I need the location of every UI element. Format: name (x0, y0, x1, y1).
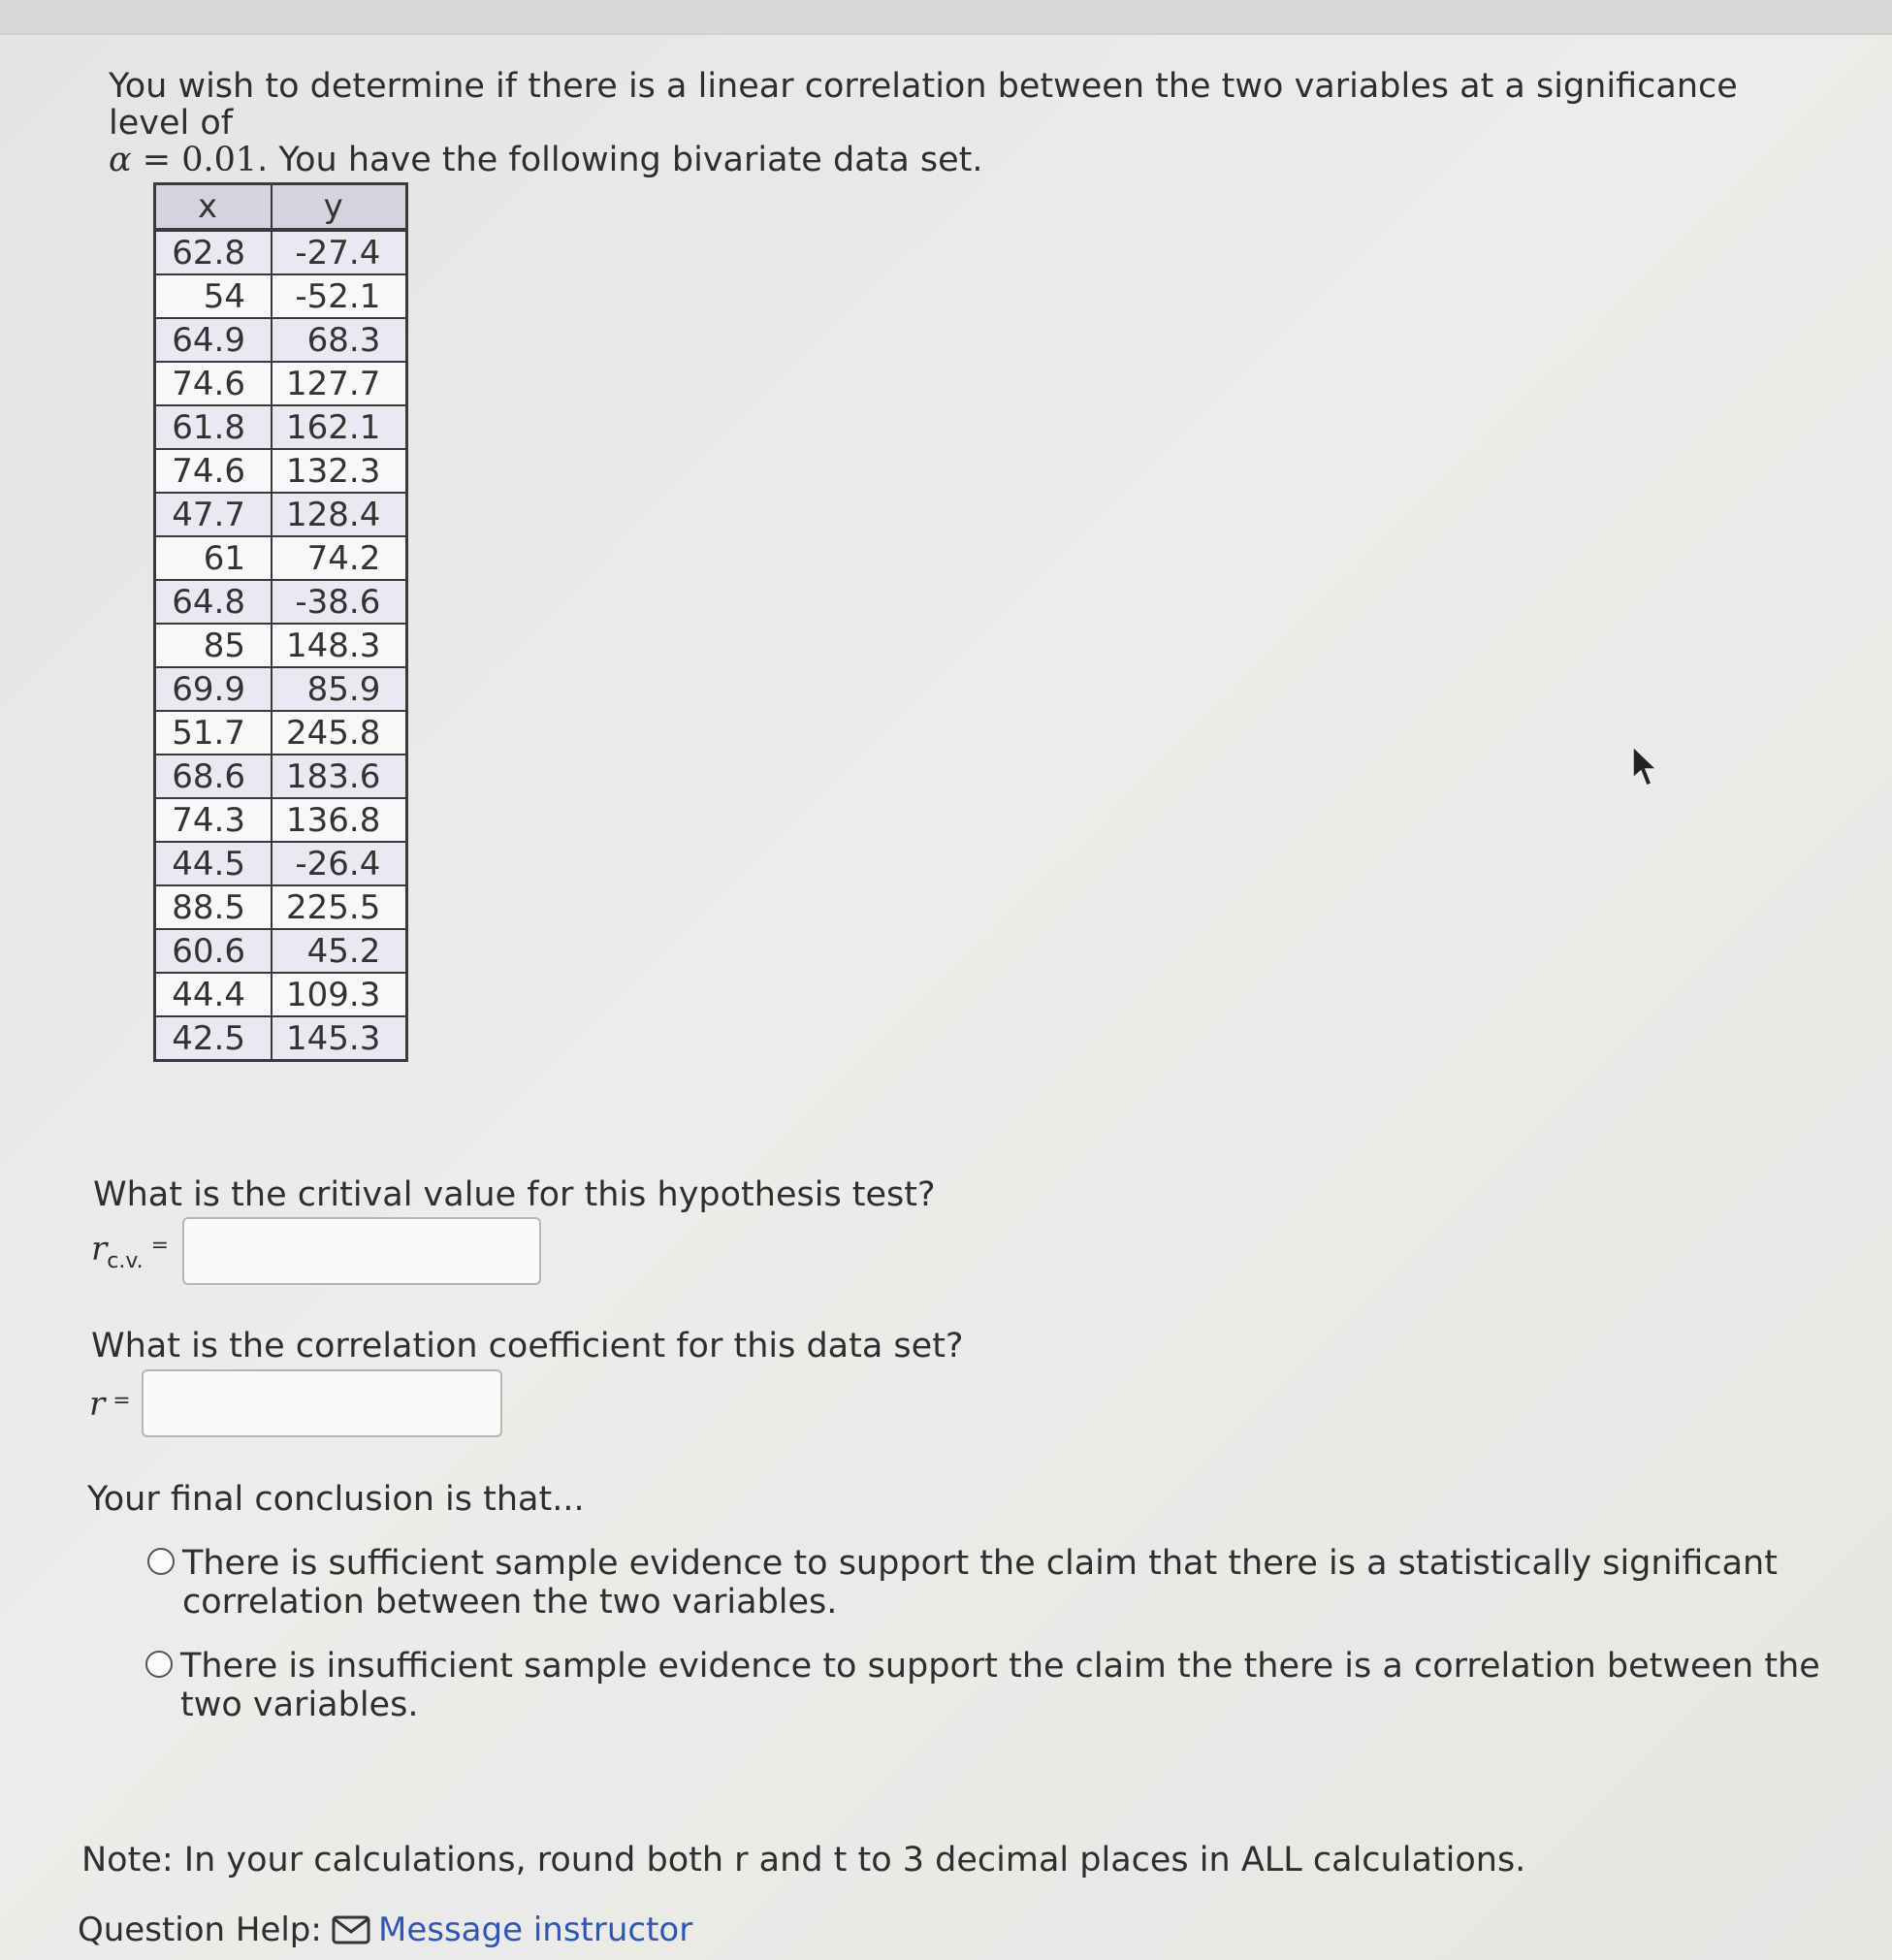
cell-y: 136.8 (272, 798, 407, 842)
intro-line-2-text: . You have the following bivariate data set. (257, 141, 983, 179)
cell-x: 44.4 (155, 973, 273, 1016)
cell-x: 68.6 (155, 755, 273, 798)
option-insufficient-radio[interactable] (145, 1651, 173, 1678)
option-insufficient-line-1: There is insufficient sample evidence to support the claim the there is a correlation between the (180, 1647, 1820, 1686)
alpha-value: = 0.01 (131, 141, 258, 179)
cell-x: 61 (155, 536, 273, 580)
option-sufficient[interactable] (182, 1544, 1778, 1622)
cell-y: 128.4 (272, 493, 407, 536)
cell-x: 42.5 (155, 1016, 273, 1061)
cell-y: 74.2 (272, 536, 407, 580)
table-row (155, 449, 407, 493)
table-row (155, 274, 407, 318)
cell-x: 88.5 (155, 885, 273, 929)
alpha-symbol: α (109, 141, 132, 179)
critical-value-label (91, 1230, 169, 1273)
cell-y: -38.6 (272, 580, 407, 624)
question-intro (109, 68, 1757, 178)
option-sufficient-line-2: correlation between the two variables. (182, 1583, 838, 1622)
table-row (155, 624, 407, 667)
cell-y: 183.6 (272, 755, 407, 798)
option-sufficient-radio[interactable] (147, 1548, 175, 1575)
cell-x: 69.9 (155, 667, 273, 711)
correlation-question: What is the correlation coefficient for this data set? (91, 1327, 964, 1366)
table-row (155, 798, 407, 842)
correlation-input[interactable] (142, 1369, 502, 1437)
option-sufficient-line-1: There is sufficient sample evidence to support the claim that there is a statistically significant (182, 1544, 1778, 1583)
cell-x: 51.7 (155, 711, 273, 755)
table-row (155, 842, 407, 885)
cell-x: 74.6 (155, 362, 273, 405)
cell-x: 54 (155, 274, 273, 318)
cell-x: 44.5 (155, 842, 273, 885)
table-header-row (155, 184, 407, 231)
cv-label-sub: c.v. (107, 1248, 144, 1273)
cell-x: 60.6 (155, 929, 273, 973)
table-row (155, 755, 407, 798)
question-help-label: Question Help: (78, 1911, 322, 1949)
intro-line-2 (109, 142, 1757, 178)
message-instructor-link[interactable]: Message instructor (378, 1911, 693, 1949)
table-row (155, 973, 407, 1016)
cell-y: 127.7 (272, 362, 407, 405)
cell-y: 68.3 (272, 318, 407, 362)
cell-x: 74.3 (155, 798, 273, 842)
table-row (155, 580, 407, 624)
r-label: r (89, 1385, 106, 1424)
cv-label-r: r (91, 1230, 108, 1269)
cell-y: 162.1 (272, 405, 407, 449)
correlation-label (89, 1385, 131, 1424)
data-table (153, 182, 408, 1062)
table-row (155, 493, 407, 536)
critical-value-question: What is the critival value for this hypothesis test? (93, 1175, 936, 1214)
table-body (155, 230, 407, 1061)
cell-y: 85.9 (272, 667, 407, 711)
table-row (155, 929, 407, 973)
cell-y: 145.3 (272, 1016, 407, 1061)
header-x: x (155, 184, 273, 231)
table-row (155, 885, 407, 929)
cell-y: 148.3 (272, 624, 407, 667)
conclusion-question: Your final conclusion is that... (87, 1480, 585, 1519)
table-row (155, 667, 407, 711)
rounding-note: Note: In your calculations, round both r and t to 3 decimal places in ALL calculations. (81, 1841, 1526, 1880)
intro-line-1: You wish to determine if there is a linear correlation between the two variables at a significance level of (109, 67, 1738, 143)
table-row (155, 230, 407, 274)
cell-x: 64.8 (155, 580, 273, 624)
table-row (155, 362, 407, 405)
cell-x: 85 (155, 624, 273, 667)
cell-y: 245.8 (272, 711, 407, 755)
cell-x: 47.7 (155, 493, 273, 536)
r-label-eq: = (112, 1389, 131, 1413)
table-row (155, 711, 407, 755)
cell-x: 62.8 (155, 230, 273, 274)
cell-y: 132.3 (272, 449, 407, 493)
table-row (155, 536, 407, 580)
mouse-cursor-icon (1631, 745, 1660, 789)
table-row (155, 405, 407, 449)
critical-value-input[interactable] (182, 1217, 541, 1285)
cell-y: 225.5 (272, 885, 407, 929)
option-insufficient-line-2: two variables. (180, 1686, 419, 1724)
cell-x: 64.9 (155, 318, 273, 362)
top-bar (0, 0, 1892, 35)
cell-x: 61.8 (155, 405, 273, 449)
mail-icon[interactable] (332, 1915, 370, 1944)
table-row (155, 318, 407, 362)
cell-y: 45.2 (272, 929, 407, 973)
cell-y: -27.4 (272, 230, 407, 274)
cell-y: -26.4 (272, 842, 407, 885)
table-row (155, 1016, 407, 1061)
cell-y: 109.3 (272, 973, 407, 1016)
cell-x: 74.6 (155, 449, 273, 493)
option-insufficient[interactable] (180, 1647, 1820, 1724)
cv-label-eq: = (150, 1234, 170, 1258)
cell-y: -52.1 (272, 274, 407, 318)
header-y: y (272, 184, 407, 231)
